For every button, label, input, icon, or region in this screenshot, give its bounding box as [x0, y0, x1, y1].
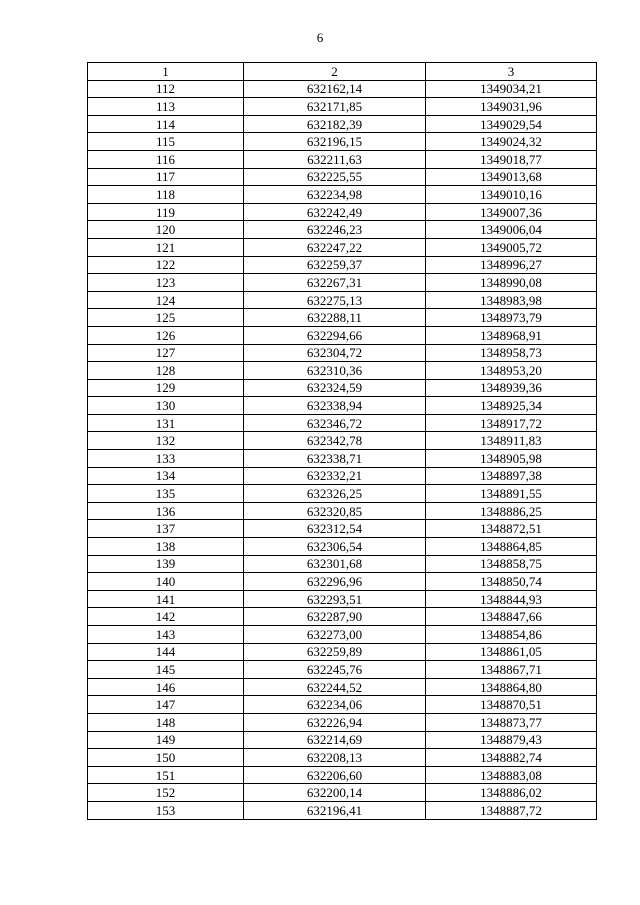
- x-coordinate-cell: 632293,51: [244, 590, 426, 608]
- table-row: [88, 133, 597, 151]
- point-number-cell: 145: [88, 661, 244, 679]
- point-number-cell: 122: [88, 256, 244, 274]
- x-coordinate-cell: 632244,52: [244, 678, 426, 696]
- x-coordinate-cell: 632259,89: [244, 643, 426, 661]
- point-number-cell: 144: [88, 643, 244, 661]
- point-number-cell: 112: [88, 80, 244, 98]
- y-coordinate-cell: 1348917,72: [426, 414, 597, 432]
- y-coordinate-cell: 1348968,91: [426, 326, 597, 344]
- table-row: [88, 362, 597, 380]
- table-row: [88, 731, 597, 749]
- point-number-cell: 148: [88, 713, 244, 731]
- coordinates-table: [87, 62, 597, 820]
- table-row: [88, 485, 597, 503]
- point-number-cell: 130: [88, 397, 244, 415]
- point-number-cell: 137: [88, 520, 244, 538]
- x-coordinate-cell: 632304,72: [244, 344, 426, 362]
- table-header-row: [88, 63, 597, 81]
- point-number-cell: 153: [88, 801, 244, 819]
- point-number-cell: 139: [88, 555, 244, 573]
- table-row: [88, 467, 597, 485]
- point-number-cell: 149: [88, 731, 244, 749]
- point-number-cell: 143: [88, 626, 244, 644]
- x-coordinate-cell: 632294,66: [244, 326, 426, 344]
- table-row: [88, 98, 597, 116]
- y-coordinate-cell: 1348883,08: [426, 766, 597, 784]
- y-coordinate-cell: 1348886,25: [426, 502, 597, 520]
- x-coordinate-cell: 632234,06: [244, 696, 426, 714]
- point-number-cell: 146: [88, 678, 244, 696]
- table-row: [88, 590, 597, 608]
- point-number-cell: 127: [88, 344, 244, 362]
- table-row: [88, 784, 597, 802]
- x-coordinate-cell: 632267,31: [244, 274, 426, 292]
- column-header-2: 2: [244, 63, 426, 81]
- x-coordinate-cell: 632247,22: [244, 238, 426, 256]
- y-coordinate-cell: 1349013,68: [426, 168, 597, 186]
- y-coordinate-cell: 1348925,34: [426, 397, 597, 415]
- table-row: [88, 309, 597, 327]
- column-header-3: 3: [426, 63, 597, 81]
- table-row: [88, 538, 597, 556]
- x-coordinate-cell: 632242,49: [244, 203, 426, 221]
- page-number: 6: [316, 30, 324, 45]
- table-row: [88, 115, 597, 133]
- x-coordinate-cell: 632301,68: [244, 555, 426, 573]
- x-coordinate-cell: 632273,00: [244, 626, 426, 644]
- y-coordinate-cell: 1349018,77: [426, 150, 597, 168]
- point-number-cell: 132: [88, 432, 244, 450]
- table-row: [88, 520, 597, 538]
- table-row: [88, 274, 597, 292]
- y-coordinate-cell: 1348911,83: [426, 432, 597, 450]
- x-coordinate-cell: 632246,23: [244, 221, 426, 239]
- table-row: [88, 502, 597, 520]
- point-number-cell: 116: [88, 150, 244, 168]
- x-coordinate-cell: 632196,15: [244, 133, 426, 151]
- table-row: [88, 238, 597, 256]
- point-number-cell: 126: [88, 326, 244, 344]
- x-coordinate-cell: 632338,94: [244, 397, 426, 415]
- y-coordinate-cell: 1348847,66: [426, 608, 597, 626]
- table-row: [88, 150, 597, 168]
- x-coordinate-cell: 632332,21: [244, 467, 426, 485]
- y-coordinate-cell: 1349005,72: [426, 238, 597, 256]
- table-row: [88, 801, 597, 819]
- point-number-cell: 124: [88, 291, 244, 309]
- y-coordinate-cell: 1348939,36: [426, 379, 597, 397]
- point-number-cell: 119: [88, 203, 244, 221]
- point-number-cell: 140: [88, 573, 244, 591]
- point-number-cell: 121: [88, 238, 244, 256]
- point-number-cell: 113: [88, 98, 244, 116]
- x-coordinate-cell: 632306,54: [244, 538, 426, 556]
- point-number-cell: 138: [88, 538, 244, 556]
- y-coordinate-cell: 1348882,74: [426, 749, 597, 767]
- table-row: [88, 608, 597, 626]
- y-coordinate-cell: 1348854,86: [426, 626, 597, 644]
- y-coordinate-cell: 1348870,51: [426, 696, 597, 714]
- point-number-cell: 114: [88, 115, 244, 133]
- point-number-cell: 131: [88, 414, 244, 432]
- y-coordinate-cell: 1348973,79: [426, 309, 597, 327]
- table-row: [88, 766, 597, 784]
- x-coordinate-cell: 632162,14: [244, 80, 426, 98]
- y-coordinate-cell: 1349031,96: [426, 98, 597, 116]
- x-coordinate-cell: 632324,59: [244, 379, 426, 397]
- y-coordinate-cell: 1348953,20: [426, 362, 597, 380]
- y-coordinate-cell: 1348996,27: [426, 256, 597, 274]
- y-coordinate-cell: 1348872,51: [426, 520, 597, 538]
- x-coordinate-cell: 632234,98: [244, 186, 426, 204]
- table-row: [88, 291, 597, 309]
- y-coordinate-cell: 1349034,21: [426, 80, 597, 98]
- table-row: [88, 643, 597, 661]
- y-coordinate-cell: 1349029,54: [426, 115, 597, 133]
- point-number-cell: 128: [88, 362, 244, 380]
- y-coordinate-cell: 1348873,77: [426, 713, 597, 731]
- x-coordinate-cell: 632346,72: [244, 414, 426, 432]
- table-row: [88, 573, 597, 591]
- y-coordinate-cell: 1348897,38: [426, 467, 597, 485]
- y-coordinate-cell: 1348990,08: [426, 274, 597, 292]
- point-number-cell: 129: [88, 379, 244, 397]
- y-coordinate-cell: 1348850,74: [426, 573, 597, 591]
- y-coordinate-cell: 1349024,32: [426, 133, 597, 151]
- y-coordinate-cell: 1349010,16: [426, 186, 597, 204]
- x-coordinate-cell: 632342,78: [244, 432, 426, 450]
- x-coordinate-cell: 632259,37: [244, 256, 426, 274]
- x-coordinate-cell: 632214,69: [244, 731, 426, 749]
- x-coordinate-cell: 632275,13: [244, 291, 426, 309]
- point-number-cell: 152: [88, 784, 244, 802]
- table-row: [88, 661, 597, 679]
- table-row: [88, 80, 597, 98]
- x-coordinate-cell: 632182,39: [244, 115, 426, 133]
- table-row: [88, 749, 597, 767]
- point-number-cell: 115: [88, 133, 244, 151]
- x-coordinate-cell: 632245,76: [244, 661, 426, 679]
- y-coordinate-cell: 1348864,80: [426, 678, 597, 696]
- y-coordinate-cell: 1349006,04: [426, 221, 597, 239]
- y-coordinate-cell: 1349007,36: [426, 203, 597, 221]
- table-row: [88, 221, 597, 239]
- x-coordinate-cell: 632200,14: [244, 784, 426, 802]
- x-coordinate-cell: 632208,13: [244, 749, 426, 767]
- point-number-cell: 135: [88, 485, 244, 503]
- y-coordinate-cell: 1348887,72: [426, 801, 597, 819]
- y-coordinate-cell: 1348858,75: [426, 555, 597, 573]
- table-row: [88, 168, 597, 186]
- table-row: [88, 397, 597, 415]
- table-row: [88, 256, 597, 274]
- table-row: [88, 414, 597, 432]
- point-number-cell: 133: [88, 450, 244, 468]
- point-number-cell: 142: [88, 608, 244, 626]
- y-coordinate-cell: 1348844,93: [426, 590, 597, 608]
- table-row: [88, 678, 597, 696]
- point-number-cell: 117: [88, 168, 244, 186]
- table-row: [88, 696, 597, 714]
- y-coordinate-cell: 1348958,73: [426, 344, 597, 362]
- x-coordinate-cell: 632296,96: [244, 573, 426, 591]
- x-coordinate-cell: 632320,85: [244, 502, 426, 520]
- table-row: [88, 326, 597, 344]
- y-coordinate-cell: 1348983,98: [426, 291, 597, 309]
- x-coordinate-cell: 632310,36: [244, 362, 426, 380]
- x-coordinate-cell: 632196,41: [244, 801, 426, 819]
- point-number-cell: 125: [88, 309, 244, 327]
- x-coordinate-cell: 632338,71: [244, 450, 426, 468]
- table-row: [88, 379, 597, 397]
- x-coordinate-cell: 632225,55: [244, 168, 426, 186]
- point-number-cell: 151: [88, 766, 244, 784]
- table-row: [88, 203, 597, 221]
- x-coordinate-cell: 632288,11: [244, 309, 426, 327]
- x-coordinate-cell: 632211,63: [244, 150, 426, 168]
- table-body: [88, 80, 597, 819]
- y-coordinate-cell: 1348891,55: [426, 485, 597, 503]
- y-coordinate-cell: 1348867,71: [426, 661, 597, 679]
- table-row: [88, 713, 597, 731]
- y-coordinate-cell: 1348905,98: [426, 450, 597, 468]
- point-number-cell: 136: [88, 502, 244, 520]
- point-number-cell: 120: [88, 221, 244, 239]
- point-number-cell: 141: [88, 590, 244, 608]
- table-row: [88, 186, 597, 204]
- y-coordinate-cell: 1348879,43: [426, 731, 597, 749]
- x-coordinate-cell: 632312,54: [244, 520, 426, 538]
- point-number-cell: 134: [88, 467, 244, 485]
- y-coordinate-cell: 1348886,02: [426, 784, 597, 802]
- y-coordinate-cell: 1348864,85: [426, 538, 597, 556]
- x-coordinate-cell: 632206,60: [244, 766, 426, 784]
- table-row: [88, 344, 597, 362]
- table-row: [88, 555, 597, 573]
- column-header-1: 1: [88, 63, 244, 81]
- table-row: [88, 450, 597, 468]
- point-number-cell: 150: [88, 749, 244, 767]
- x-coordinate-cell: 632326,25: [244, 485, 426, 503]
- x-coordinate-cell: 632287,90: [244, 608, 426, 626]
- point-number-cell: 118: [88, 186, 244, 204]
- x-coordinate-cell: 632226,94: [244, 713, 426, 731]
- x-coordinate-cell: 632171,85: [244, 98, 426, 116]
- point-number-cell: 147: [88, 696, 244, 714]
- table-row: [88, 432, 597, 450]
- y-coordinate-cell: 1348861,05: [426, 643, 597, 661]
- table-row: [88, 626, 597, 644]
- point-number-cell: 123: [88, 274, 244, 292]
